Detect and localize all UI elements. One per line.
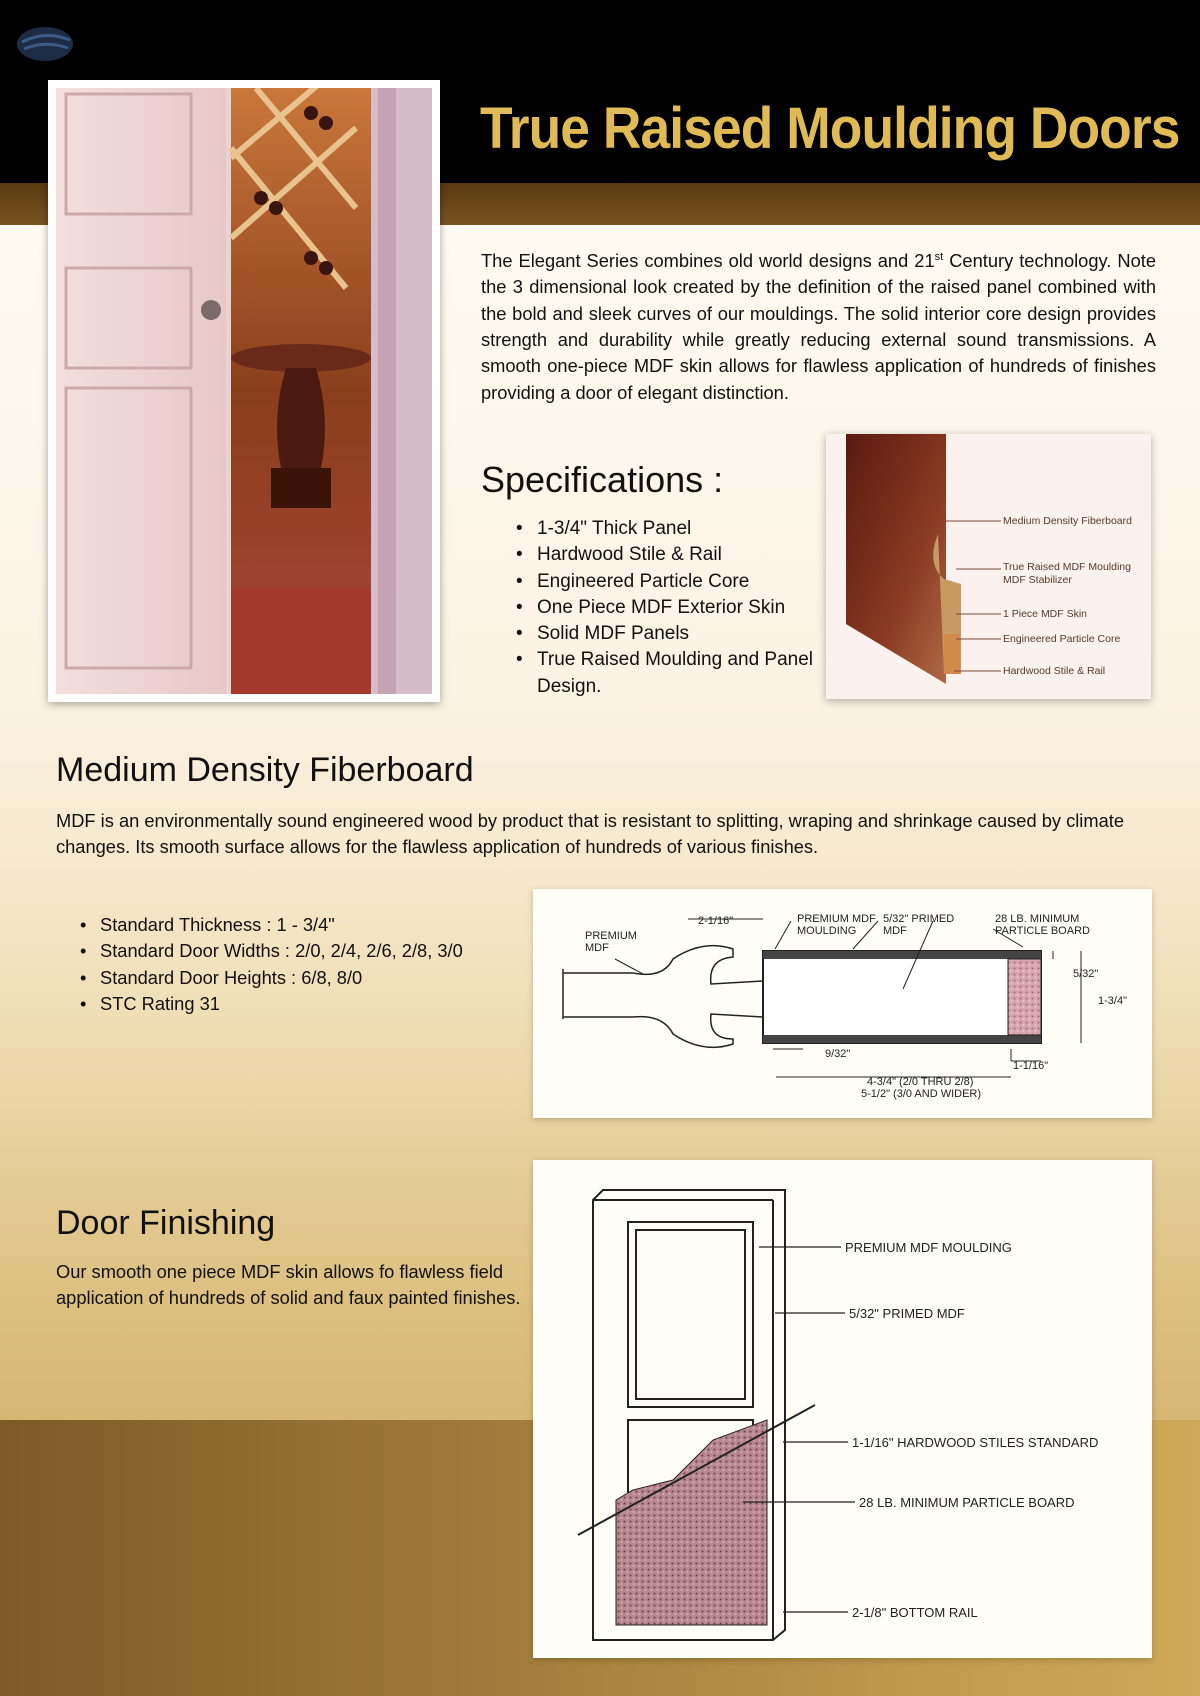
dimension-label: 9/32" <box>825 1048 851 1060</box>
cutaway-label: 1 Piece MDF Skin <box>1003 608 1088 620</box>
cutaway-label: Engineered Particle Core <box>1003 633 1121 645</box>
dimension-label: 2-1/16" <box>698 915 734 927</box>
dimension-label: 5-1/2" (3/0 AND WIDER) <box>861 1088 982 1100</box>
cutaway-label: Hardwood Stile & Rail <box>1003 665 1106 677</box>
list-item: • One Piece MDF Exterior Skin <box>512 595 822 621</box>
list-item: • Solid MDF Panels <box>512 621 822 647</box>
door-cutaway-image <box>826 434 1151 699</box>
diagram-label: 28 LB. MINIMUM PARTICLE BOARD <box>859 1495 1075 1510</box>
dimension-label: 1-3/4" <box>1098 995 1127 1007</box>
list-item: • Hardwood Stile & Rail <box>512 542 822 568</box>
diagram-label: MOULDING <box>797 925 857 937</box>
dimension-label: 1-1/16" <box>1013 1060 1049 1072</box>
cutaway-label: Medium Density Fiberboard <box>1003 515 1132 527</box>
door-photo <box>48 80 440 702</box>
ship-logo-icon <box>14 18 76 64</box>
finishing-title: Door Finishing <box>56 1204 276 1242</box>
standards-list <box>78 912 463 1017</box>
list-item: • True Raised Moulding and Panel Design. <box>512 647 822 700</box>
diagram-label: 1-1/16" HARDWOOD STILES STANDARD <box>852 1435 1099 1450</box>
list-item: • Engineered Particle Core <box>512 569 822 595</box>
dimension-label: 4-3/4" (2/0 THRU 2/8) <box>867 1076 974 1088</box>
specifications-title: Specifications : <box>481 459 724 500</box>
list-item: • Standard Door Widths : 2/0, 2/4, 2/6, 2/8, 3/0 <box>78 938 463 964</box>
diagram-label: PREMIUM MDF MOULDING <box>845 1240 1012 1255</box>
specifications-list <box>512 516 822 700</box>
dimension-label: 5/32" <box>1073 968 1099 980</box>
list-item: • Standard Door Heights : 6/8, 8/0 <box>78 965 463 991</box>
cutaway-label: True Raised MDF Moulding <box>1003 561 1131 573</box>
list-item: • STC Rating 31 <box>78 991 463 1017</box>
diagram-label: 2-1/8" BOTTOM RAIL <box>852 1605 978 1620</box>
intro-paragraph: The Elegant Series combines old world designs and 21st Century technology. Note the 3 dimensional look created by the definition of the raised panel combined with the bold and sleek curves of our mouldings. The solid interior core design provides strength and durability while greatly reducing external sound transmissions. A smooth one-piece MDF skin allows for flawless application of hundreds of finishes providing a door of elegant distinction. <box>481 250 1157 403</box>
diagram-label: PARTICLE BOARD <box>995 925 1090 937</box>
mdf-paragraph: MDF is an environmentally sound engineered wood by product that is resistant to splitting, wraping and shrinkage caused by climate changes. Its smooth surface allows for the flawless application of hundreds of various finishes. <box>56 810 1124 858</box>
finishing-paragraph: Our smooth one piece MDF skin allows fo flawless field application of hundreds of solid and faux painted finishes. <box>56 1261 521 1309</box>
diagram-label: PREMIUM MDF <box>797 913 876 925</box>
list-item: • 1-3/4" Thick Panel <box>512 516 822 542</box>
cutaway-label: MDF Stabilizer <box>1003 574 1072 586</box>
diagram-label: 28 LB. MINIMUM <box>995 913 1080 925</box>
page-title: True Raised Moulding Doors <box>480 96 1180 161</box>
mdf-title: Medium Density Fiberboard <box>56 751 474 789</box>
diagram-label: 5/32" PRIMED <box>883 913 955 925</box>
diagram-label: MDF <box>883 925 907 937</box>
diagram-label: MDF <box>585 942 609 954</box>
door-construction-diagram <box>533 1160 1152 1658</box>
door-section-diagram <box>533 889 1152 1118</box>
diagram-label: PREMIUM <box>585 930 637 942</box>
list-item: • Standard Thickness : 1 - 3/4" <box>78 912 463 938</box>
diagram-label: 5/32" PRIMED MDF <box>849 1306 965 1321</box>
